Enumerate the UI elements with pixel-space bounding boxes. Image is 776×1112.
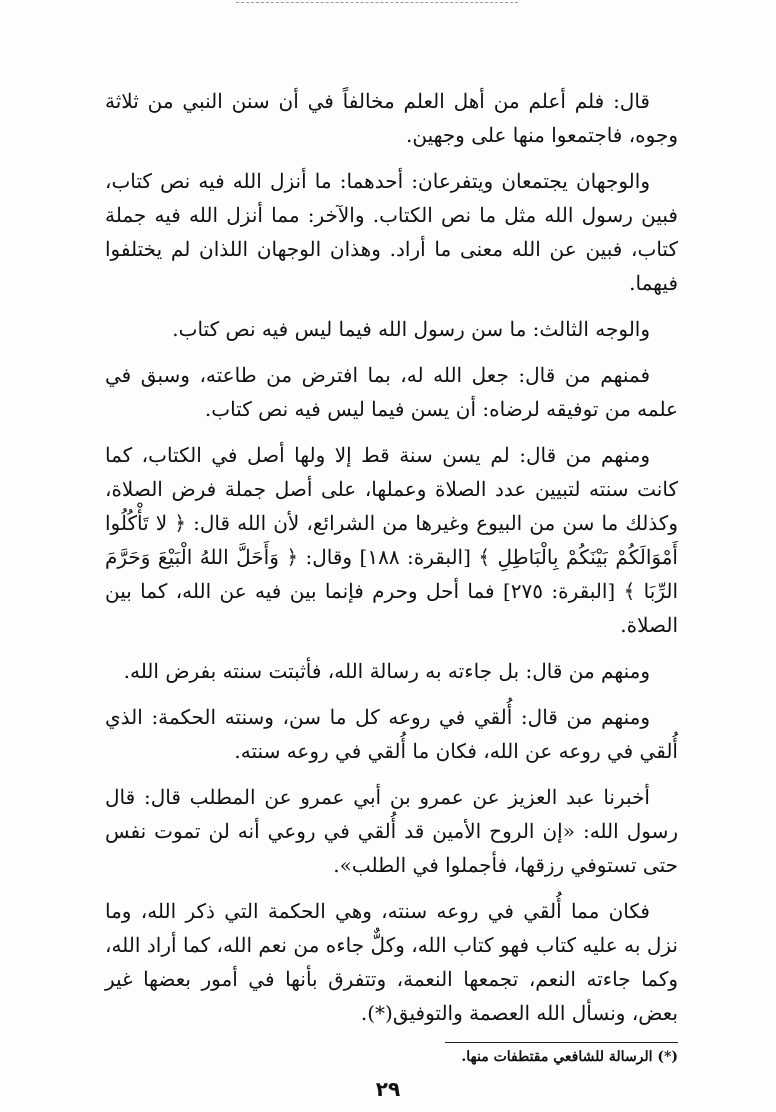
top-rule xyxy=(236,2,518,3)
paragraph-2: والوجهان يجتمعان ويتفرعان: أحدهما: ما أنزل الله فيه نص كتاب، فبين رسول الله مثل ما نص الكتاب. والآخر: مما أنزل الله فيه جملة كتاب، فبين عن الله معنى ما أراد. وهذان الوجهان اللذان لم يختلفوا فيهما. xyxy=(105,169,678,295)
paragraph-4: فمنهم من قال: جعل الله له، بما افترض من طاعته، وسبق في علمه من توفيقه لرضاه: أن يسن فيما ليس فيه نص كتاب. xyxy=(105,363,678,421)
paragraph-3: والوجه الثالث: ما سن رسول الله فيما ليس فيه نص كتاب. xyxy=(172,317,650,341)
paragraph-5: ومنهم من قال: لم يسن سنة قط إلا ولها أصل في الكتاب، كما كانت سنته لتبيين عدد الصلاة وعملها، على أصل جملة فرض الصلاة، وكذلك ما سن من البيوع وغيرها من الشرائع، لأن الله قال: ﴿ لا تَأْكُلُوا أَمْوَالَكُمْ بَيْنَكُمْ بِالْبَاطِلِ ﴾ [البقرة: ١٨٨] وقال: ﴿ وَأَحَلَّ اللهُ الْبَيْعَ وَحَرَّمَ الرِّبَا ﴾ [البقرة: ٢٧٥] فما أحل وحرم فإنما بين فيه عن الله، كما بين الصلاة. xyxy=(105,443,679,637)
paragraph-7: ومنهم من قال: أُلقي في روعه كل ما سن، وسنته الحكمة: الذي أُلقي في روعه عن الله، فكان ما أُلقي في روعه سنته. xyxy=(105,705,678,763)
paragraph-9: فكان مما أُلقي في روعه سنته، وهي الحكمة التي ذكر الله، وما نزل به عليه كتاب فهو كتاب الله، وكلٌّ جاءه من نعم الله، كما أراد الله، وكما جاءته النعم، تجمعها النعمة، وتتفرق بأنها في أمور بعضها غير بعض، ونسأل الله العصمة والتوفيق(*). xyxy=(105,899,678,1025)
page-body xyxy=(105,84,678,1042)
footnote: (*) الرسالة للشافعي مقتطفات منها. xyxy=(461,1049,678,1065)
footnote-rule xyxy=(445,1042,678,1043)
paragraph-8: أخبرنا عبد العزيز عن عمرو بن أبي عمرو عن المطلب قال: قال رسول الله: «إن الروح الأمين قد أُلقي في روعي أنه لن تموت نفس حتى تستوفي رزقها، فأجملوا في الطلب». xyxy=(105,785,678,877)
paragraph-1: قال: فلم أعلم من أهل العلم مخالفاً في أن سنن النبي من ثلاثة وجوه، فاجتمعوا منها على وجهين. xyxy=(105,89,678,147)
page-number: ٢٩ xyxy=(375,1077,401,1101)
paragraph-6: ومنهم من قال: بل جاءته به رسالة الله، فأثبتت سنته بفرض الله. xyxy=(123,659,650,683)
